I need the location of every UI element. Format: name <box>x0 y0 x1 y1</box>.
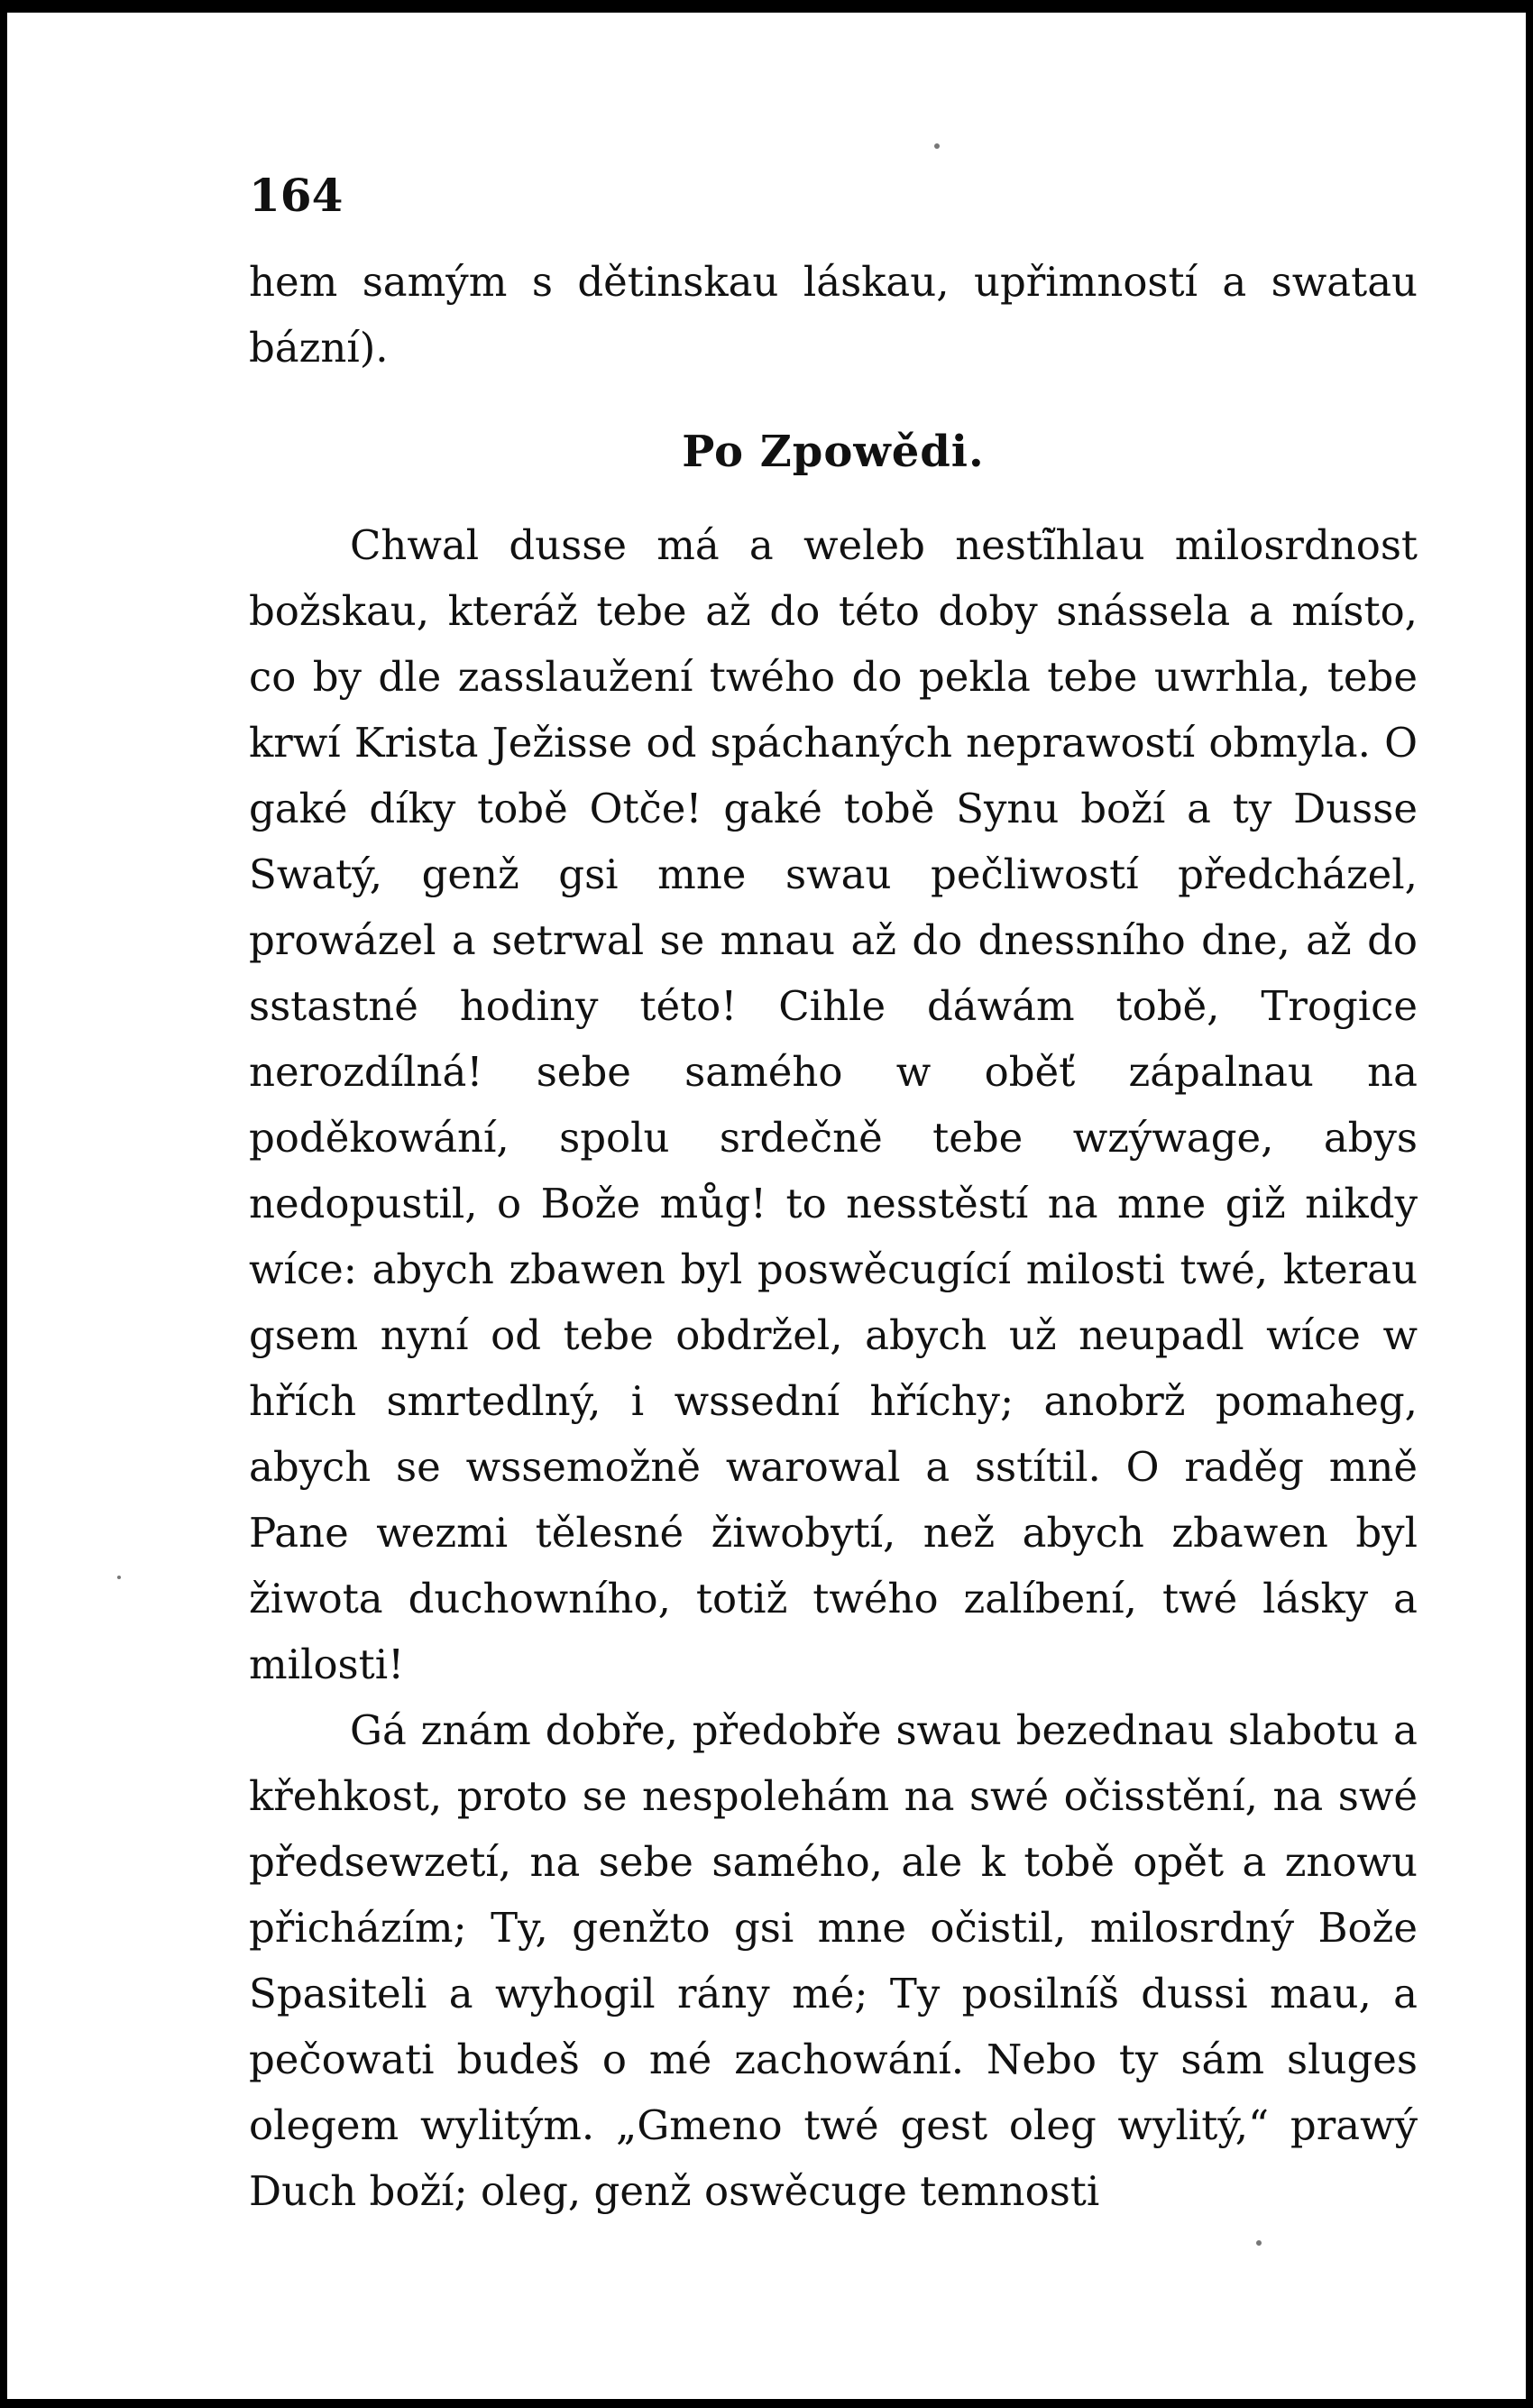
paragraph-continuation: hem samým s dětinskau láskau, upřimností a swatau bázní). <box>249 258 1418 372</box>
paper-speck <box>934 143 940 149</box>
page-text <box>249 249 1418 2224</box>
paragraph-praise: Chwal dusse má a weleb nesti̇̃hlau milosrdnost božskau, kteráž tebe až do této doby snássela a místo, co by dle zasslaužení twého do pekla tebe uwrhla, tebe krwí Krista Ježisse od spáchaných neprawostí obmyla. O gaké díky tobě Otče! gaké tobě Synu boží a ty Dusse Swatý, genž gsi mne swau pečliwostí předcházel, prowázel a setrwal se mnau až do dnessního dne, až do sstastné hodiny této! Cihle dáwám tobě, Trogice nerozdílná! sebe samého w oběť zápalnau na poděkowání, spolu srdečně tebe wzýwage, abys nedopustil, o Bože můg! to nesstěstí na mne giž nikdy wíce: abych zbawen byl poswěcugící milosti twé, kterau gsem nyní od tebe obdržel, abych už neupadl wíce w hřích smrtedlný, i wssední hříchy; anobrž pomaheg, abych se wssemožně warowal a sstítil. O raděg mně Pane wezmi tělesné žiwobytí, než abych zbawen byl žiwota duchowního, totiž twého zalíbení, twé lásky a milosti! <box>249 521 1418 1688</box>
page-number: 164 <box>249 169 344 222</box>
section-heading: Po Zpowědi. <box>682 427 985 477</box>
paper-speck <box>117 1576 121 1579</box>
paper-speck <box>1256 2240 1262 2246</box>
paragraph-weakness: Gá znám dobře, předobře swau bezednau slabotu a křehkost, proto se nespolehám na swé očisstění, na swé předsewzetí, na sebe samého, ale k tobě opět a znowu přicházím; Ty, genžto gsi mne očistil, milosrdný Bože Spasiteli a wyhogil rány mé; Ty posilníš dussi mau, a pečowati budeš o mé zachowání. Nebo ty sám sluges olegem wylitým. „Gmeno twé gest oleg wylitý,“ prawý Duch boží; oleg, genž oswěcuge temnosti <box>249 1706 1418 2215</box>
book-page <box>7 13 1526 2399</box>
